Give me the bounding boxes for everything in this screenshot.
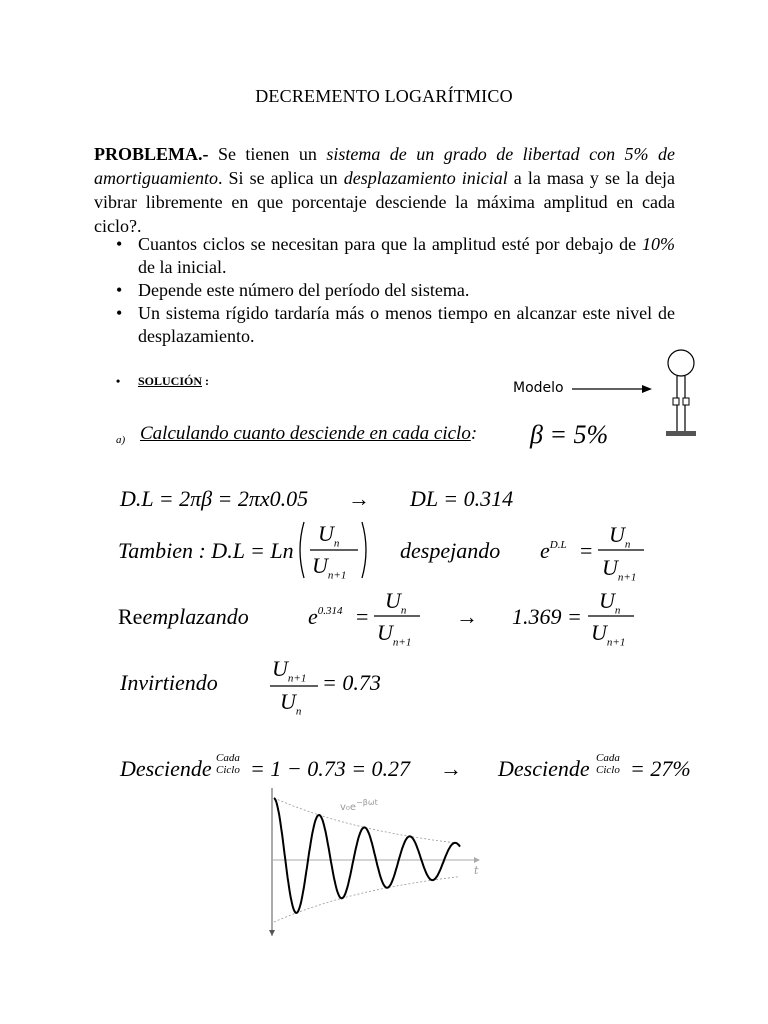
bullet-text-end: de la inicial. bbox=[138, 257, 227, 277]
mass-circle bbox=[668, 350, 694, 376]
den-var: U bbox=[377, 620, 393, 645]
eq4-value: = 0.73 bbox=[322, 670, 381, 695]
desciende-right bbox=[498, 756, 590, 782]
desciende-word: Desciende bbox=[120, 756, 212, 781]
ln-num bbox=[318, 521, 339, 549]
bullet-icon: • bbox=[116, 280, 123, 300]
page-title: DECREMENTO LOGARÍTMICO bbox=[255, 86, 513, 106]
desciende-indices-left bbox=[216, 752, 240, 776]
problem-text-3: a la masa y se la deja vibrar libremente en que porcentaje desciende la máxima amplitud en cada ciclo?. bbox=[94, 168, 675, 236]
frac4-num bbox=[599, 588, 620, 616]
list-item bbox=[94, 302, 675, 348]
eq-dl: D.L = 2πβ = 2πx0.05 bbox=[120, 486, 309, 511]
index-sup: Cada bbox=[596, 752, 620, 764]
den-sub: n+1 bbox=[617, 571, 637, 584]
despejando-word: despejando bbox=[400, 538, 501, 563]
e-sup: 0.314 bbox=[317, 605, 343, 617]
bullet-icon: • bbox=[116, 374, 121, 388]
envelope-label-base: v₀e bbox=[340, 802, 357, 813]
exp-e-0314 bbox=[308, 604, 343, 630]
part-a-text: Calculando cuanto desciende en cada ciclo bbox=[140, 423, 471, 444]
list-item bbox=[94, 233, 675, 279]
beta-value: β = 5% bbox=[530, 420, 609, 449]
pointer-arrow-head bbox=[642, 385, 652, 393]
den-sub: n bbox=[295, 705, 302, 718]
t-axis-label: t bbox=[474, 864, 479, 877]
invirtiendo-word: Invirtiendo bbox=[120, 670, 218, 695]
den-var: U bbox=[312, 553, 328, 578]
y-axis-arrow bbox=[269, 930, 275, 936]
bullet-text: Cuantos ciclos se necesitan para que la amplitud esté por debajo de bbox=[138, 234, 642, 254]
problem-italic-2: desplazamiento inicial bbox=[343, 168, 508, 188]
desciende-left bbox=[120, 756, 212, 782]
emplazando-text: emplazando bbox=[142, 604, 249, 629]
den-var: U bbox=[280, 689, 296, 714]
den-sub: n+1 bbox=[327, 569, 347, 582]
x-axis-arrow bbox=[474, 857, 480, 863]
num-var: U bbox=[385, 588, 401, 613]
damped-oscillation-plot bbox=[262, 786, 490, 938]
num-var: U bbox=[272, 656, 288, 681]
arrow-1: → bbox=[348, 486, 370, 511]
index-sub: Ciclo bbox=[216, 764, 240, 776]
envelope-label-exp: −βωt bbox=[356, 798, 378, 807]
eq3-value: 1.369 = bbox=[512, 604, 582, 629]
part-a-marker: a) bbox=[116, 434, 126, 446]
frac3-num bbox=[385, 588, 406, 616]
damper-right bbox=[683, 398, 689, 405]
problem-text-2: . Si se aplica un bbox=[218, 168, 344, 188]
den-sub: n+1 bbox=[606, 636, 626, 649]
frac5-num bbox=[272, 656, 306, 684]
frac2-den bbox=[602, 555, 636, 583]
reemplazando-word bbox=[118, 604, 249, 630]
response-curve bbox=[274, 798, 460, 913]
index-sub: Ciclo bbox=[596, 764, 620, 776]
model-label: Modelo bbox=[513, 380, 564, 396]
damper-left bbox=[673, 398, 679, 405]
envelope-label bbox=[340, 798, 378, 813]
frac3-den bbox=[377, 620, 411, 648]
solution-colon: : bbox=[205, 374, 209, 388]
desciende-word: Desciende bbox=[498, 756, 590, 781]
re-prefix: Re bbox=[118, 604, 143, 629]
equals-2: = bbox=[580, 538, 593, 563]
bullet-text: Un sistema rígido tardaría más o menos tiempo en alcanzar este nivel de desplazamiento. bbox=[138, 303, 675, 346]
index-sup: Cada bbox=[216, 752, 240, 764]
den-var: U bbox=[602, 555, 618, 580]
frac5-den bbox=[280, 689, 301, 717]
num-var: U bbox=[609, 522, 625, 547]
question-list bbox=[94, 233, 675, 348]
bullet-italic: 10% bbox=[642, 234, 675, 254]
num-sub: n bbox=[333, 537, 340, 550]
bullet-text: Depende este número del período del sistema. bbox=[138, 280, 470, 300]
ln-den bbox=[312, 553, 346, 581]
num-sub: n bbox=[400, 604, 407, 617]
equals-3: = bbox=[356, 604, 369, 629]
den-var: U bbox=[591, 620, 607, 645]
frac2-num bbox=[609, 522, 630, 550]
bullet-icon: • bbox=[116, 303, 123, 323]
eq5-left-value: = 1 − 0.73 = 0.27 bbox=[250, 756, 411, 781]
base-support bbox=[666, 431, 696, 436]
num-var: U bbox=[318, 521, 334, 546]
frac4-den bbox=[591, 620, 625, 648]
part-a-colon: : bbox=[470, 423, 478, 444]
e-base: e bbox=[308, 604, 318, 629]
num-var: U bbox=[599, 588, 615, 613]
num-sub: n bbox=[624, 538, 631, 551]
problem-statement bbox=[94, 142, 675, 238]
e-sup: D.L bbox=[549, 539, 567, 551]
fraction-bar-5 bbox=[270, 684, 320, 688]
den-sub: n+1 bbox=[392, 636, 412, 649]
exp-e bbox=[540, 538, 567, 564]
arrow-5: → bbox=[440, 756, 462, 781]
eq-tambien-lead: Tambien : D.L = Ln bbox=[118, 538, 294, 563]
eq5-right-value: = 27% bbox=[630, 756, 691, 781]
eq-dl-value: DL = 0.314 bbox=[410, 486, 514, 511]
num-sub: n+1 bbox=[287, 672, 307, 685]
bullet-icon: • bbox=[116, 234, 123, 254]
arrow-3: → bbox=[456, 604, 478, 629]
solution-label: SOLUCIÓN bbox=[138, 374, 203, 388]
problem-label: PROBLEMA.- bbox=[94, 144, 209, 164]
list-item bbox=[94, 279, 675, 302]
part-a-heading bbox=[140, 423, 477, 445]
right-paren bbox=[362, 522, 366, 578]
problem-italic-1: sistema de un grado de libertad con 5% de amortiguamiento bbox=[94, 144, 676, 188]
num-sub: n bbox=[614, 604, 621, 617]
problem-text-1: Se tienen un bbox=[208, 144, 327, 164]
left-paren bbox=[300, 522, 304, 578]
desciende-indices-right bbox=[596, 752, 620, 776]
e-base: e bbox=[540, 538, 550, 563]
